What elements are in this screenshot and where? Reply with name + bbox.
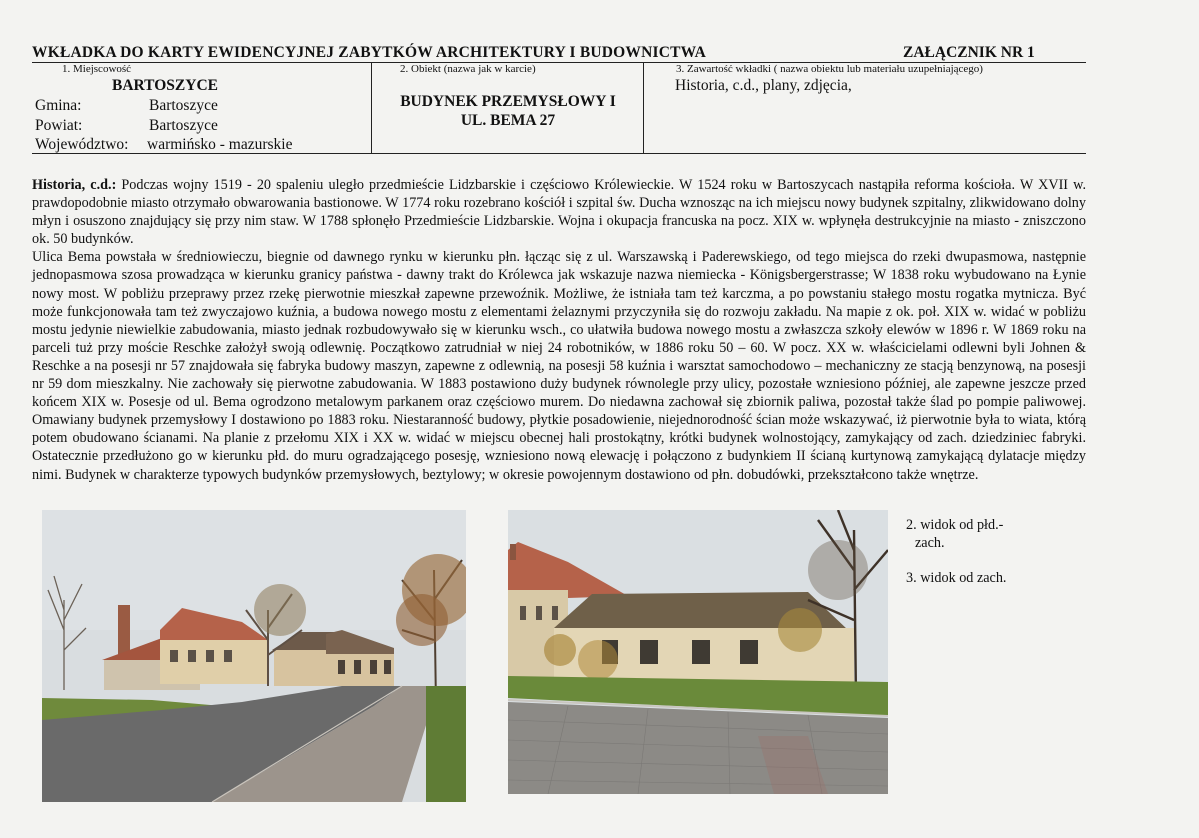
photo-west-view-image: [508, 510, 888, 794]
history-label: Historia, c.d.:: [32, 177, 117, 193]
gmina-label: Gmina:: [35, 97, 82, 114]
annex-number: ZAŁĄCZNIK NR 1: [903, 44, 1035, 61]
object-label: 2. Obiekt (nazwa jak w karcie): [400, 63, 536, 75]
document-title: WKŁADKA DO KARTY EWIDENCYJNEJ ZABYTKÓW ARCHITEKTURY I BUDOWNICTWA: [32, 44, 707, 61]
powiat-value: Bartoszyce: [149, 117, 218, 134]
contents-label: 3. Zawartość wkładki ( nazwa obiektu lub materiału uzupełniającego): [676, 63, 983, 75]
object-name-line2: UL. BEMA 27: [460, 112, 556, 129]
column-divider: [371, 62, 372, 153]
photo-west-view: [508, 510, 888, 794]
history-paragraph-2: Ulica Bema powstała w średniowieczu, biegnie od dawnego rynku w kierunku płn. łącząc się z ul. Warszawską i Paderewskiego, od tego miejsca do rzeki dwupasmowa, następnie jednopasmowa szosa prowadząca w kierunku granicy państwa - dawny trakt do Królewca jak wskazuje nazwa niemiecka - Königsbergerstrasse; W 1838 roku wybudowano na Łynie nowy most. W pobliżu przeprawy przez rzekę pierwotnie mieszkał zapewne przewoźnik. Możliwe, że istniała tam też karczma, a po powstaniu stałego mostu rogatka mytnicza. Być może funkcjonowała tam też zwyczajowo kuźnia, a budowa nowego mostu z elementami żelaznymi przyczyniła się do rozwoju zakładu. Na mapie z ok. poł. XIX w. widać w pobliżu mostu jedynie niewielkie zabudowania, miasto jednak rozbudowywało się w kierunku wsch., co ułatwiła budowa nowego mostu a zwłaszcza szkoły elewów w 1896 r. W 1869 roku na parceli tuż przy moście Reschke założył swoją odlewnię. Początkowo zatrudniał w niej 24 robotników, w 1886 roku 50 – 60. W pocz. XX w. właścicielami odlewni byli Johnen & Reschke a na posesji nr 57 znajdowała się fabryka budowy maszyn, zapewne z odlewnią, na posesji 58 kuźnia i warsztat samochodowo – mechaniczny ze stacją benzynową, na posesji nr 59 dom mieszkalny. Nie zachowały się pierwotne zabudowania. W 1883 postawiono duży budynek równolegle przy ulicy, pozostałe wzniesiono później, ale zapewne jeszcze przed końcem XIX w. Posesje od ul. Bema ogrodzono metalowym parkanem oraz częściowo murem. Do niedawna zachował się zbiornik paliwa, pozostał także ślad po pompie paliwowej. Omawiany budynek przemysłowy I dostawiono po 1883 roku. Niestaranność budowy, płytkie posadowienie, niejednorodność ścian może wskazywać, iż pierwotnie była to wiata, którą potem obudowano ścianami. Na planie z przełomu XIX i XX w. widać w miejscu obecnej hali prostokątny, krótki budynek wolnostojący, zamykający od zach. dziedziniec fabryki. Ostatecznie przedłużono go w kierunku płd. do muru ogradzającego posesję, wzniesiono nową elewację i połączono z budynkiem II ścianą kurtynową zamykającą dylatacje między nimi. Budynek w charakterze typowych budynków przemysłowych, beztylowy; w okresie powojennym dostawiono od płn. dobudówki, przekształcono także wnętrze.: [32, 249, 1086, 483]
caption-photo-2-line2: zach.: [915, 535, 945, 551]
photo-street-view: [42, 510, 466, 802]
gmina-value: Bartoszyce: [149, 97, 218, 114]
powiat-label: Powiat:: [35, 117, 83, 134]
contents-value: Historia, c.d., plany, zdjęcia,: [675, 77, 852, 94]
history-text: [32, 176, 1086, 484]
photo-street-view-image: [42, 510, 466, 802]
history-paragraph-1: [32, 176, 1086, 248]
town-name: BARTOSZYCE: [112, 77, 218, 94]
voivodeship-label: Województwo:: [35, 136, 129, 153]
location-label: 1. Miejscowość: [62, 63, 132, 75]
caption-photo-3: 3. widok od zach.: [906, 570, 1007, 586]
column-divider: [643, 62, 644, 153]
voivodeship-value: warmińsko - mazurskie: [147, 136, 293, 153]
caption-photo-2-line1: 2. widok od płd.-: [906, 517, 1004, 533]
history-paragraph-1-text: Podczas wojny 1519 - 20 spaleniu uległo przedmieście Lidzbarskie i częściowo Królewieckie. W 1524 roku w Bartoszycach nastąpiła reforma kościoła. W XVII w. prawdopodobnie miasto otrzymało obwarowania bastionowe. W 1774 roku rozebrano kościół i szpital św. Ducha wznosząc na ich miejscu nowy budynek szpitalny, zlikwidowano dolny młyn i osuszono znajdujący się przy nim staw. W 1788 spłonęło Przedmieście Lidzbarskie. Wojna i okupacja francuska na pocz. XIX w. wpłynęła destrukcyjnie na miasto - zniszczono ok. 50 budynków.: [32, 177, 1086, 248]
object-name-line1: BUDYNEK PRZEMYSŁOWY I: [400, 93, 616, 110]
